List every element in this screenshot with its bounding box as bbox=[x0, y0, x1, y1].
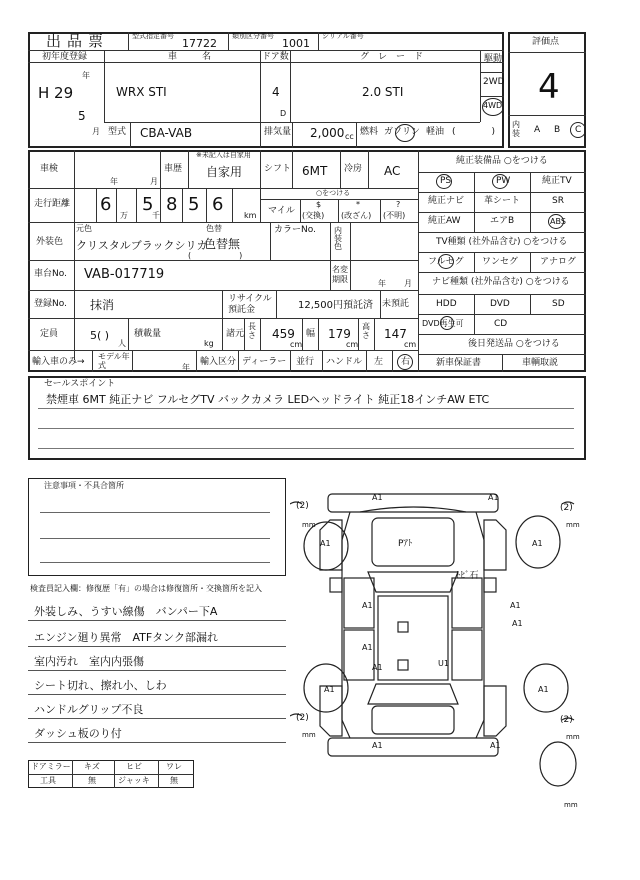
color-no-label: カラーNo. bbox=[274, 225, 316, 235]
note-item-1: 外装しみ、うすい線傷 バンパー下A bbox=[34, 605, 218, 618]
first-reg-month: 5 bbox=[78, 109, 86, 123]
check-h-break: ワレ bbox=[166, 762, 182, 771]
sym-star: * bbox=[356, 200, 360, 209]
length-cm: cm bbox=[290, 340, 303, 349]
name-change-month-unit: 月 bbox=[404, 279, 412, 288]
mileage-label: 走行距離 bbox=[34, 199, 71, 209]
height-label: 高さ bbox=[362, 322, 370, 340]
exchange-label: (交換) bbox=[302, 211, 325, 220]
fuel-label: 燃料 bbox=[360, 127, 379, 137]
repaint-paren: ( ) bbox=[188, 251, 243, 260]
note-item-6: ダッシュ板のり付 bbox=[34, 727, 122, 740]
sym-q: ? bbox=[396, 200, 401, 209]
name-change-label: 名変期限 bbox=[332, 265, 348, 284]
dmg-rr-bumper: A1 bbox=[490, 741, 501, 750]
color-label: 外装色 bbox=[36, 237, 64, 247]
mileage-circle-note: ○をつける bbox=[316, 189, 351, 197]
displacement-value: 2,000 bbox=[310, 126, 345, 140]
tv-oneseg: ワンセグ bbox=[482, 257, 519, 267]
dmg-fl-tire: A1 bbox=[320, 539, 331, 548]
navi-sd: SD bbox=[552, 299, 565, 309]
person-unit: 人 bbox=[118, 339, 126, 348]
dmg-rear-bumper: A1 bbox=[372, 741, 383, 750]
tv-header: TV種類 (社外品含む) ○をつける bbox=[436, 237, 568, 247]
door-type: D bbox=[280, 109, 287, 118]
ac-label: 冷房 bbox=[344, 164, 363, 174]
tv-fullseg-circle bbox=[438, 254, 454, 269]
check-v-tools-value: 無 bbox=[88, 776, 96, 785]
tire-rr-paren: (2) bbox=[560, 715, 573, 725]
unpaid-label: 未預託 bbox=[382, 299, 410, 309]
name-change-year-unit: 年 bbox=[378, 279, 386, 288]
navi-dvd-play: DVD再生可 bbox=[422, 319, 464, 328]
first-reg-year: H 29 bbox=[38, 84, 74, 102]
model-type-value: CBA-VAB bbox=[140, 126, 193, 140]
check-v-jack: ジャッキ bbox=[118, 776, 150, 785]
navi-dvd-play-circle bbox=[440, 316, 454, 330]
fuel-paren: ( ) bbox=[452, 127, 496, 137]
dmg-fl-door: A1 bbox=[362, 601, 373, 610]
doors-value: 4 bbox=[272, 85, 280, 99]
note-item-2: エンジン廻り異常 ATFタンク部漏れ bbox=[34, 631, 218, 644]
equip-airbag: エアB bbox=[490, 216, 515, 226]
equip-leather: 革シート bbox=[484, 196, 521, 206]
handle-label: ハンドル bbox=[326, 357, 363, 367]
chassis-value: VAB-017719 bbox=[84, 267, 165, 282]
note-item-5: ハンドルグリップ不良 bbox=[34, 703, 144, 716]
use-label: 車歴 bbox=[164, 164, 183, 174]
mileage-man: 万 bbox=[120, 211, 128, 220]
equip-navi: 純正ナビ bbox=[428, 196, 465, 206]
left-label: 左 bbox=[374, 357, 384, 367]
form-title: 出品票 bbox=[46, 32, 110, 50]
dmg-fr-door: A1 bbox=[510, 601, 521, 610]
tire-fr-paren: (2) bbox=[560, 503, 573, 513]
model-type-label: 型式 bbox=[108, 127, 127, 137]
recycle-value: 12,500円預託済 bbox=[298, 300, 373, 311]
kg-unit: kg bbox=[204, 339, 214, 348]
navi-header: ナビ種類 (社外品含む) ○をつける bbox=[432, 277, 570, 287]
delivery-warranty: 新車保証書 bbox=[436, 358, 482, 368]
tire-fl-paren: (2) bbox=[296, 501, 309, 511]
dmg-rl-fender: A1 bbox=[372, 663, 383, 672]
navi-hdd: HDD bbox=[436, 299, 457, 309]
model-year-unit: 年 bbox=[182, 363, 190, 372]
tire-rl-mm: mm bbox=[302, 731, 316, 739]
sales-text: 禁煙車 6MT 純正ナビ フルセグTV バックカメラ LEDヘッドライト 純正18インチAW ETC bbox=[46, 393, 490, 406]
rating-label: 評価点 bbox=[532, 37, 560, 47]
tire-fr-mm: mm bbox=[566, 521, 580, 529]
use-value: 自家用 bbox=[206, 165, 243, 179]
grade-label: グ レ ー ド bbox=[360, 52, 424, 62]
equip-ps-circle bbox=[436, 174, 452, 189]
tv-analog: アナログ bbox=[540, 257, 577, 267]
unknown-label: (不明) bbox=[383, 211, 406, 220]
drive-4wd: 4WD bbox=[483, 101, 503, 110]
equip-header: 純正装備品 ○をつける bbox=[456, 156, 548, 166]
length-value: 459 bbox=[272, 327, 295, 341]
right-circle bbox=[397, 354, 413, 370]
use-note: ※未記入は自家用 bbox=[196, 151, 251, 159]
tire-fl-mm: mm bbox=[302, 521, 316, 529]
equip-abs: ABS bbox=[550, 217, 566, 226]
mileage-digit-5: 6 bbox=[212, 194, 224, 215]
equip-pw: PW bbox=[496, 176, 511, 186]
chassis-label: 車台No. bbox=[34, 269, 67, 279]
drive-label: 駆動 bbox=[484, 54, 503, 64]
displacement-label: 排気量 bbox=[264, 127, 292, 137]
first-reg-label: 初年度登録 bbox=[42, 52, 88, 62]
sales-label: セールスポイント bbox=[44, 379, 116, 389]
displacement-unit: cc bbox=[345, 132, 354, 141]
notes-label: 注意事項・不具合箇所 bbox=[44, 481, 124, 490]
repaint-value: 色替無 bbox=[204, 237, 241, 251]
load-label: 積載量 bbox=[134, 329, 162, 339]
month-unit: 月 bbox=[92, 127, 100, 136]
tamper-label: (改ざん) bbox=[341, 211, 372, 220]
car-diagram bbox=[290, 480, 590, 810]
parts-label: Pｱﾄ bbox=[398, 539, 413, 549]
orig-color-value: クリスタルブラックシリカ bbox=[76, 239, 208, 252]
navi-cd: CD bbox=[494, 319, 508, 329]
interior-color-label: 内装色 bbox=[334, 226, 342, 251]
car-name-label: 車 名 bbox=[168, 52, 220, 62]
width-cm: cm bbox=[346, 340, 359, 349]
fuel-light-oil: 軽油 bbox=[426, 127, 445, 137]
reg-label: 登録No. bbox=[34, 299, 67, 309]
shaken-label: 車検 bbox=[40, 164, 59, 174]
category-value: 1001 bbox=[282, 37, 310, 50]
check-v-tools: 工具 bbox=[40, 776, 56, 785]
navi-dvd: DVD bbox=[490, 299, 510, 309]
inspector-label: 検査員記入欄：修復歴「有」の場合は修復箇所・交換箇所を記入 bbox=[30, 584, 262, 593]
interior-label: 内装 bbox=[512, 120, 520, 138]
check-h-mirror: ドアミラー bbox=[31, 762, 71, 771]
serial-label: シリアル番号 bbox=[322, 32, 364, 40]
category-label: 類別区分番号 bbox=[232, 32, 274, 40]
repaint-label: 色替 bbox=[206, 224, 222, 233]
fuel-circle bbox=[395, 124, 415, 142]
mileage-digit-1: 6 bbox=[100, 194, 112, 215]
import-label: 輸入車のみ→ bbox=[32, 357, 85, 367]
interior-grade-circle bbox=[570, 122, 586, 138]
shift-label: シフト bbox=[264, 164, 292, 174]
equip-pw-circle bbox=[492, 174, 511, 189]
fuel-gasoline: ガソリン bbox=[384, 127, 421, 137]
equip-ps: PS bbox=[440, 176, 452, 186]
reg-value: 抹消 bbox=[90, 298, 115, 312]
drive-2wd: 2WD bbox=[483, 77, 505, 87]
equip-abs-circle bbox=[548, 214, 564, 229]
model-year-label: モデル年式 bbox=[98, 352, 130, 370]
equip-tv: 純正TV bbox=[542, 176, 572, 186]
model-designation-value: 17722 bbox=[182, 37, 217, 50]
width-value: 179 bbox=[328, 327, 351, 341]
sym-dollar: $ bbox=[316, 200, 322, 209]
width-label: 幅 bbox=[306, 329, 316, 339]
height-value: 147 bbox=[384, 327, 407, 341]
delivery-manual: 車輌取説 bbox=[522, 358, 559, 368]
shift-value: 6MT bbox=[302, 164, 328, 178]
dmg-rr-door: A1 bbox=[512, 619, 523, 628]
ac-value: AC bbox=[384, 164, 401, 178]
interior-grade-a: A bbox=[534, 125, 541, 135]
dmg-front-bumper: A1 bbox=[372, 493, 383, 502]
mile-label: マイル bbox=[268, 206, 295, 216]
drive-circle bbox=[482, 98, 504, 116]
shaken-month-unit: 月 bbox=[150, 177, 158, 186]
equip-aw: 純正AW bbox=[428, 216, 461, 226]
capacity-label: 定員 bbox=[40, 329, 59, 339]
grade-value: 2.0 STI bbox=[362, 85, 404, 99]
check-h-scratch: キズ bbox=[84, 762, 100, 771]
check-v-jack-value: 無 bbox=[170, 776, 178, 785]
equip-sr: SR bbox=[552, 196, 564, 206]
interior-grade-c: C bbox=[575, 125, 582, 135]
chip-label: ﾄﾋﾞ石 bbox=[456, 571, 479, 581]
year-unit: 年 bbox=[82, 71, 90, 80]
doors-label: ドア数 bbox=[262, 52, 289, 62]
import-div-label: 輸入区分 bbox=[200, 357, 237, 367]
height-cm: cm bbox=[404, 340, 417, 349]
length-label: 長さ bbox=[248, 322, 256, 340]
tv-fullseg: フルセグ bbox=[428, 257, 464, 267]
mileage-digit-2: 5 bbox=[142, 194, 154, 215]
dmg-rr-tire: A1 bbox=[538, 685, 549, 694]
mileage-digit-4: 5 bbox=[188, 194, 200, 215]
spare-mm: mm bbox=[564, 801, 578, 809]
capacity-value: 5( ) bbox=[90, 329, 110, 342]
rating-value: 4 bbox=[538, 67, 560, 107]
dmg-roof: U1 bbox=[438, 659, 449, 668]
car-name: WRX STI bbox=[116, 85, 167, 99]
mileage-km: km bbox=[244, 211, 257, 220]
note-item-4: シート切れ、擦れ小、しわ bbox=[34, 679, 167, 692]
note-item-3: 室内汚れ 室内内張傷 bbox=[34, 655, 144, 668]
mileage-digit-3: 8 bbox=[166, 194, 178, 215]
mileage-sen: 千 bbox=[152, 211, 160, 220]
check-h-crack: ヒビ bbox=[126, 762, 142, 771]
dmg-rl-tire: A1 bbox=[324, 685, 335, 694]
dims-label: 諸元 bbox=[226, 329, 245, 339]
parallel-label: 並行 bbox=[296, 357, 315, 367]
dmg-rl-door: A1 bbox=[362, 643, 373, 652]
interior-grade-b: B bbox=[554, 125, 561, 135]
shaken-year-unit: 年 bbox=[110, 177, 118, 186]
tire-rr-mm: mm bbox=[566, 733, 580, 741]
dmg-fr-bumper: A1 bbox=[488, 493, 499, 502]
recycle-label: リサイクル預託金 bbox=[228, 294, 272, 315]
dmg-fr-tire: A1 bbox=[532, 539, 543, 548]
dealer-label: ディーラー bbox=[242, 357, 287, 367]
right-label: 右 bbox=[401, 357, 411, 367]
tire-rl-paren: (2) bbox=[296, 713, 309, 723]
delivery-header: 後日発送品 ○をつける bbox=[468, 339, 560, 349]
model-designation-label: 型式指定番号 bbox=[132, 32, 174, 40]
orig-color-label: 元色 bbox=[76, 224, 92, 233]
